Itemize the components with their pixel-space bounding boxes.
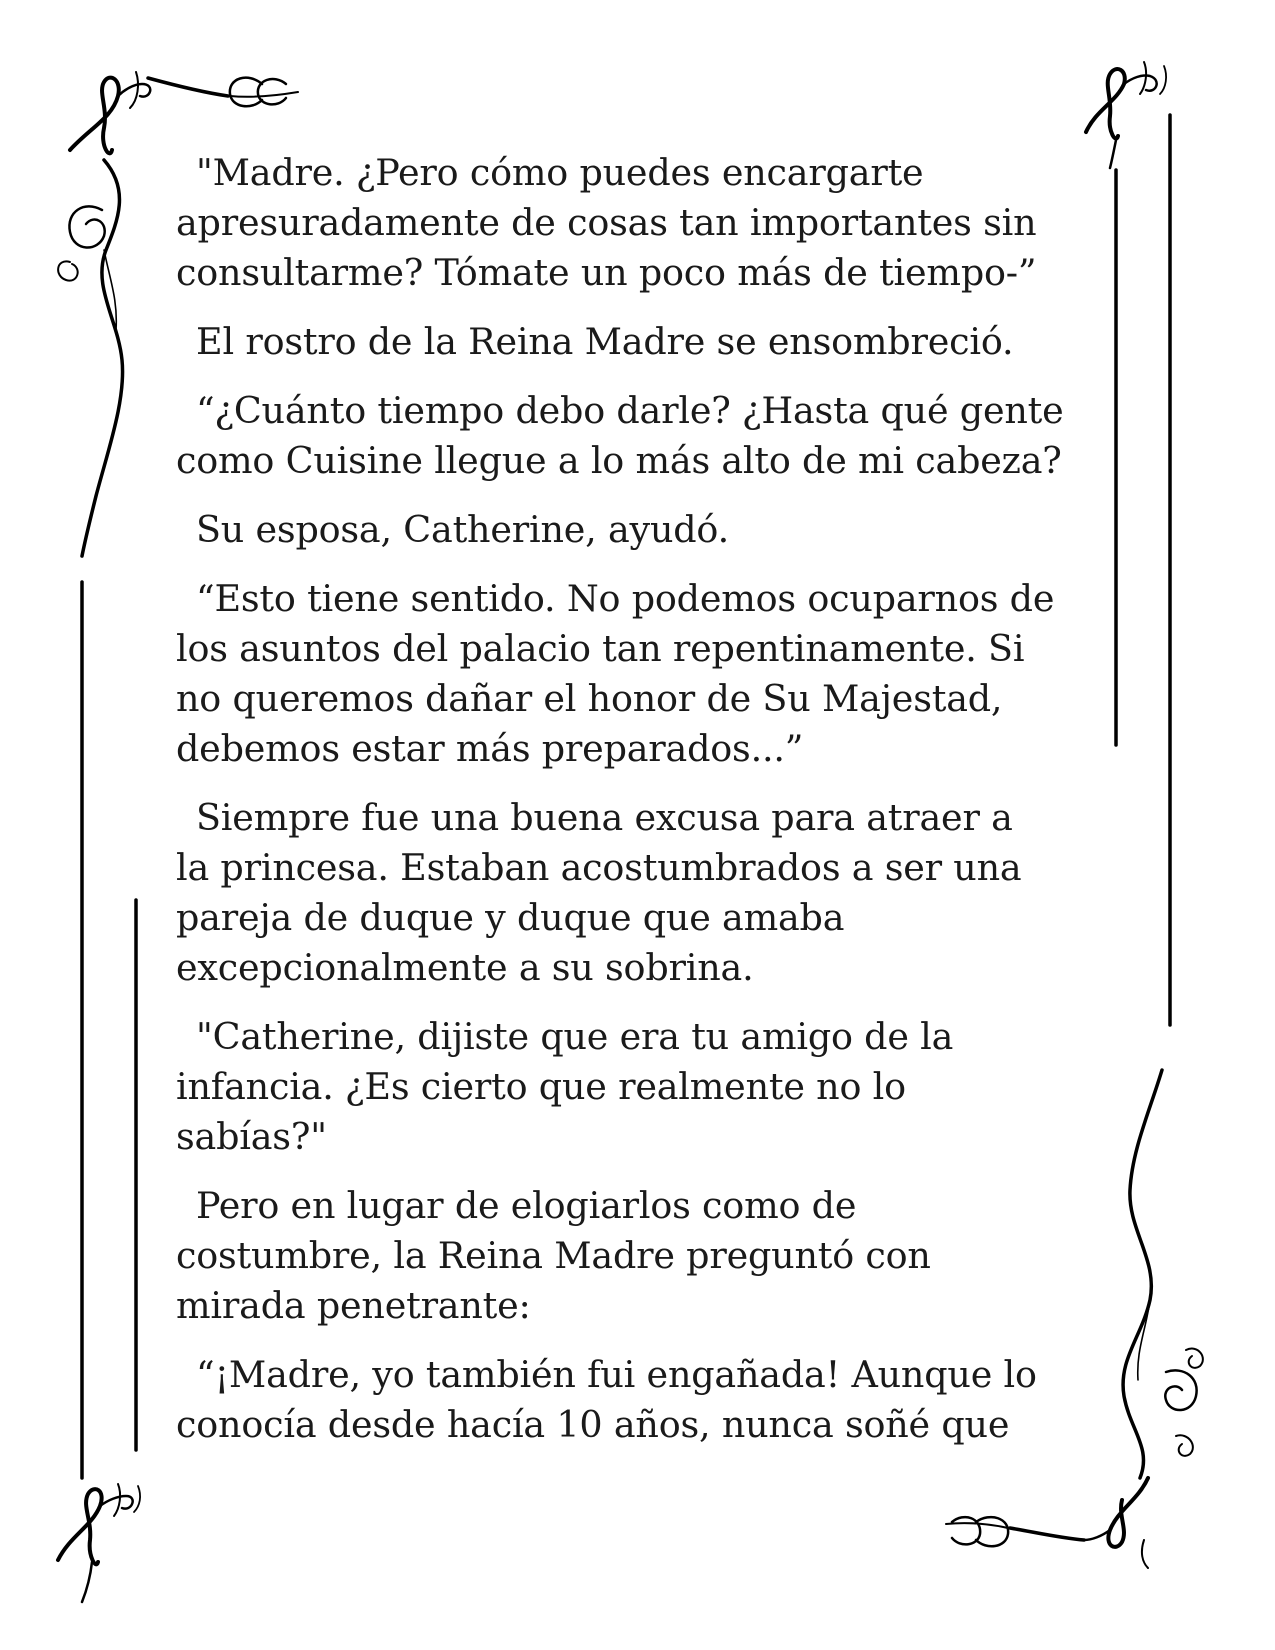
text-line: conocía desde hacía 10 años, nunca soñé que	[176, 1403, 1010, 1446]
text-line: apresuradamente de cosas tan importantes sin	[176, 201, 1037, 244]
paragraph	[176, 1181, 1096, 1331]
paragraph	[176, 505, 1096, 555]
text-line: mirada penetrante:	[176, 1284, 531, 1327]
text-line: pareja de duque y duque que amaba	[176, 896, 845, 939]
text-line: Siempre fue una buena excusa para atraer a	[196, 796, 1013, 839]
paragraph	[176, 793, 1096, 993]
text-line: “¿Cuánto tiempo debo darle? ¿Hasta qué gente	[196, 389, 1064, 432]
text-line: El rostro de la Reina Madre se ensombreció.	[196, 320, 1014, 363]
text-line: Pero en lugar de elogiarlos como de	[196, 1184, 857, 1227]
bottom-left-flourish-icon	[58, 1484, 140, 1602]
text-line: excepcionalmente a su sobrina.	[176, 946, 754, 989]
paragraph	[176, 1350, 1096, 1450]
text-line: "Madre. ¿Pero cómo puedes encargarte	[196, 151, 924, 194]
text-line: "Catherine, dijiste que era tu amigo de la	[196, 1015, 954, 1058]
paragraph	[176, 574, 1096, 774]
text-line: “¡Madre, yo también fui engañada! Aunque lo	[196, 1353, 1037, 1396]
text-line: debemos estar más preparados...”	[176, 727, 804, 770]
top-right-flourish-icon	[1086, 62, 1166, 168]
text-line: sabías?"	[176, 1115, 327, 1158]
text-line: consultarme? Tómate un poco más de tiempo-”	[176, 251, 1037, 294]
text-line: infancia. ¿Es cierto que realmente no lo	[176, 1065, 906, 1108]
text-line: los asuntos del palacio tan repentinamente. Si	[176, 627, 1025, 670]
paragraph	[176, 1012, 1096, 1162]
text-line: como Cuisine llegue a lo más alto de mi cabeza?	[176, 439, 1062, 482]
paragraph	[176, 148, 1096, 298]
story-text	[176, 148, 1096, 1469]
text-line: la princesa. Estaban acostumbrados a ser una	[176, 846, 1022, 889]
text-line: “Esto tiene sentido. No podemos ocuparnos de	[196, 577, 1055, 620]
paragraph	[176, 317, 1096, 367]
text-line: Su esposa, Catherine, ayudó.	[196, 508, 729, 551]
text-line: costumbre, la Reina Madre preguntó con	[176, 1234, 931, 1277]
text-line: no queremos dañar el honor de Su Majestad,	[176, 677, 1003, 720]
paragraph	[176, 386, 1096, 486]
